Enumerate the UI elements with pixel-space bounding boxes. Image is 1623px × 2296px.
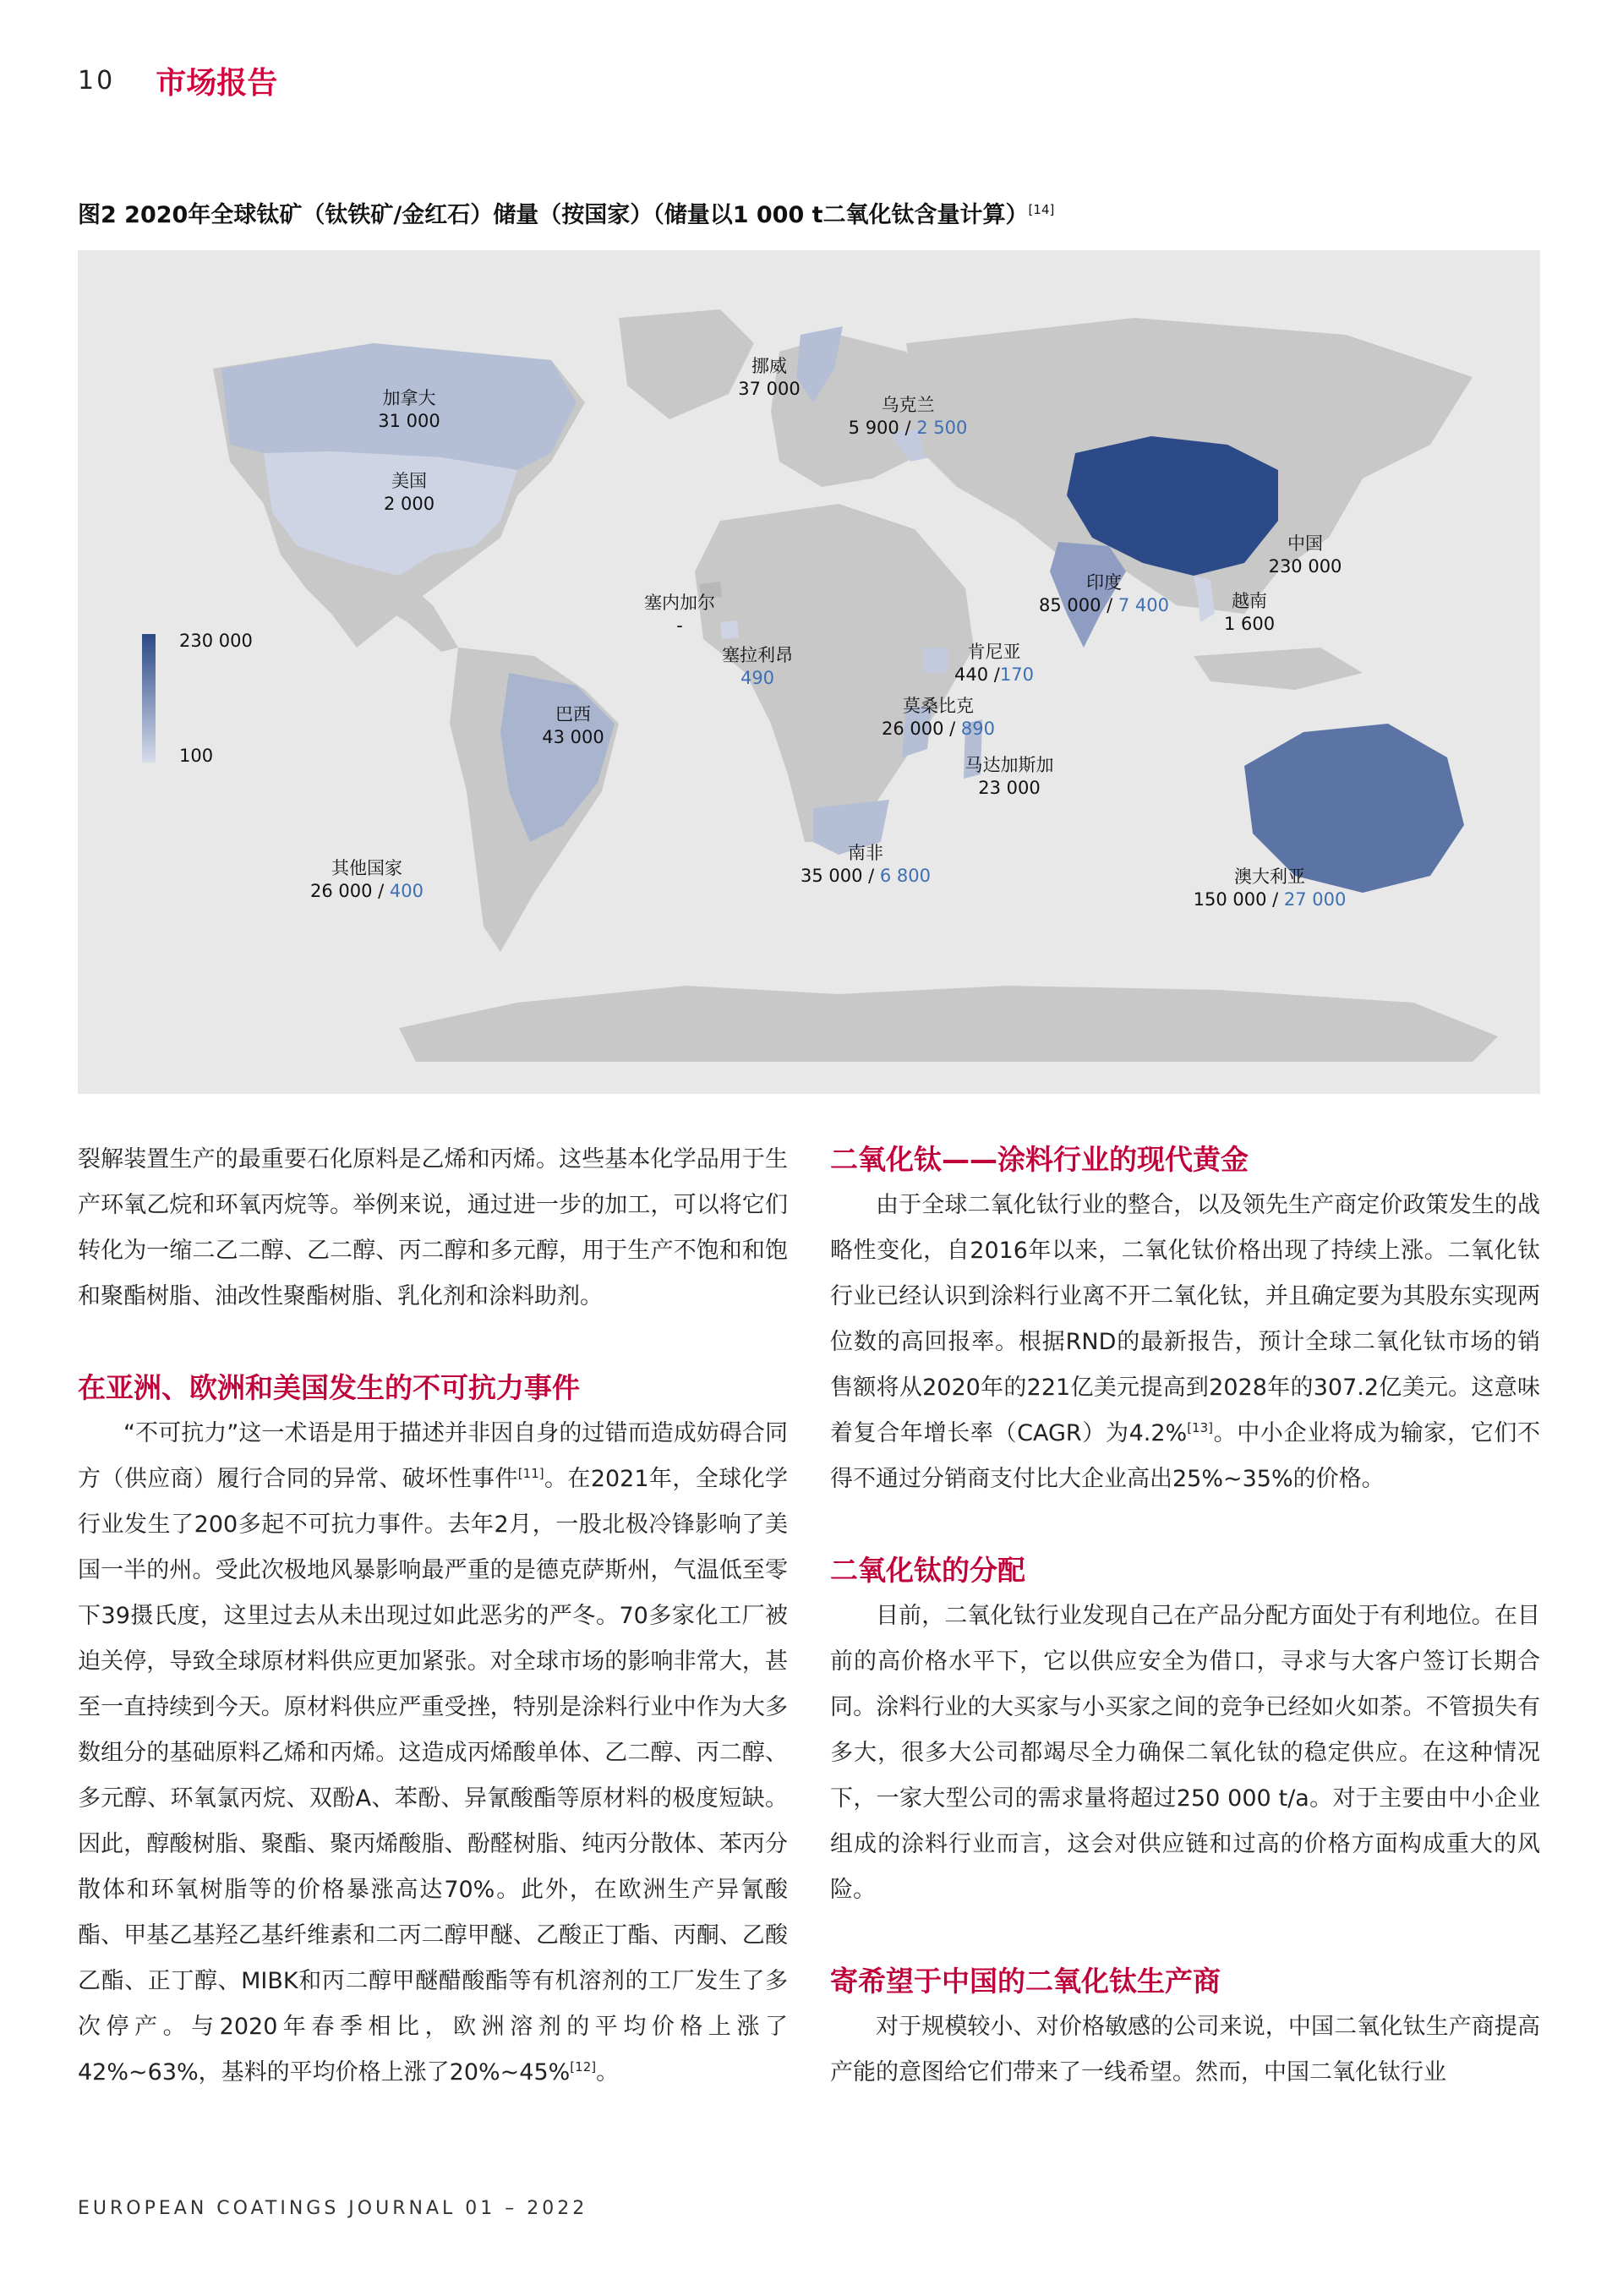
label-brazil-value: 43 000 [542, 727, 604, 747]
right-column [830, 1137, 1540, 2096]
label-vietnam-value: 1 600 [1223, 614, 1276, 634]
label-mozambique-value2: 890 [960, 719, 996, 739]
label-india-value: 85 000 / [1038, 595, 1113, 615]
fm-text-a: “不可抗力”这一术语是用于描述并非因自身的过错而造成妨碍合同方（供应商）履行合同的异常、破坏性事件 [78, 1420, 788, 1492]
label-kenya-value: 440 / [954, 664, 1000, 685]
tio2-distribution-paragraph: 目前，二氧化钛行业发现自己在产品分配方面处于有利地位。在目前的高价格水平下，它以供应安全为借口，寻求与大客户签订长期合同。涂料行业的大买家与小买家之间的竞争已经如火如荼。不管损失有多大，很多大公司都竭尽全力确保二氧化钛的稳定供应。在这种情况下，一家大型公司的需求量将超过250 000 t/a。对于主要由中小企业组成的涂料行业而言，这会对供应链和过高的价格方面构成重大的风险。 [830, 1603, 1540, 1903]
label-madagascar-name: 马达加斯加 [965, 755, 1054, 775]
label-usa-name: 美国 [391, 471, 427, 491]
gold-text-a: 由于全球二氧化钛行业的整合，以及领先生产商定价政策发生的战略性变化，自2016年以来，二氧化钛价格出现了持续上涨。二氧化钛行业已经认识到涂料行业离不开二氧化钛，并且确定要为其股东实现两位数的高回报率。根据RND的最新报告，预计全球二氧化钛市场的销售额将从2020年的221亿美元提高到2028年的307.2亿美元。这意味着复合年增长率（CAGR）为4.2% [830, 1192, 1540, 1446]
sierra-leone-shape [720, 620, 739, 639]
label-senegal [644, 592, 715, 637]
label-vietnam-name: 越南 [1232, 591, 1267, 611]
label-senegal-value: - [676, 615, 683, 636]
label-ukraine-value2: 2 500 [916, 418, 968, 438]
label-brazil [542, 703, 604, 749]
label-kenya-name: 肯尼亚 [967, 642, 1021, 662]
label-ukraine-name: 乌克兰 [881, 395, 935, 415]
label-senegal-name: 塞内加尔 [644, 593, 715, 613]
world-map [78, 250, 1540, 1094]
label-mozambique-value: 26 000 / [881, 719, 956, 739]
force-majeure-heading: 在亚洲、欧洲和美国发生的不可抗力事件 [78, 1371, 580, 1404]
label-canada [378, 387, 440, 433]
label-india-name: 印度 [1085, 572, 1122, 593]
label-others-name: 其他国家 [331, 858, 402, 878]
figure-caption [78, 196, 1054, 229]
legend-min-label: 100 [179, 746, 214, 766]
figure-caption-text: 图2 2020年全球钛矿（钛铁矿/金红石）储量（按国家）（储量以1 000 t二氧化钛含量计算） [78, 202, 1029, 228]
label-canada-value: 31 000 [378, 411, 440, 431]
label-south-africa [801, 842, 931, 888]
label-south-africa-value: 35 000 / [800, 866, 875, 886]
china-producers-paragraph: 对于规模较小、对价格敏感的公司来说，中国二氧化钛生产商提高产能的意图给它们带来了一线希望。然而，中国二氧化钛行业 [830, 2014, 1540, 2086]
label-norway-value: 37 000 [738, 379, 801, 399]
tio2-distribution-heading: 二氧化钛的分配 [830, 1554, 1025, 1587]
kenya-shape [923, 648, 948, 673]
gold-ref-13: [13] [1187, 1420, 1213, 1435]
label-canada-name: 加拿大 [382, 388, 436, 408]
label-sierra-leone-value2: 490 [740, 668, 775, 688]
left-column [78, 1137, 788, 2096]
label-india-value2: 7 400 [1118, 595, 1170, 615]
fm-ref-12: [12] [570, 2059, 597, 2075]
figure-caption-ref: [14] [1028, 202, 1055, 217]
footer-journal: EUROPEAN COATINGS JOURNAL 01 – 2022 [78, 2198, 588, 2219]
greenland-shape [619, 309, 754, 419]
fm-text-b: 。在2021年，全球化学行业发生了200多起不可抗力事件。去年2月，一股北极冷锋影响了美国一半的州。受此次极地风暴影响最严重的是德克萨斯州，气温低至零下39摄氏度，这里过去从未出现过如此恶劣的严冬。70多家化工厂被迫关停，导致全球原材料供应更加紧张。对全球市场的影响非常大，甚至一直持续到今天。原材料供应严重受挫，特别是涂料行业中作为大多数组分的基础原料乙烯和丙烯。这造成丙烯酸单体、乙二醇、丙二醇、多元醇、环氧氯丙烷、双酚A、苯酚、异氰酸酯等原材料的极度短缺。因此，醇酸树脂、聚酯、聚丙烯酸脂、酚醛树脂、纯丙分散体、苯丙分散体和环氧树脂等的价格暴涨高达70%。此外，在欧洲生产异氰酸酯、甲基乙基羟乙基纤维素和二丙二醇甲醚、乙酸正丁酯、丙酮、乙酸乙酯、正丁醇、MIBK和丙二醇甲醚醋酸酯等有机溶剂的工厂发生了多次停产。与2020年春季相比，欧洲溶剂的平均价格上涨了42%~63%，基料的平均价格上涨了20%~45% [78, 1466, 788, 2086]
label-kenya [954, 641, 1034, 686]
label-china [1269, 533, 1342, 578]
world-map-svg [78, 250, 1540, 1094]
indonesia-shape [1194, 648, 1363, 690]
label-mozambique-name: 莫桑比克 [902, 696, 974, 716]
label-south-africa-name: 南非 [847, 843, 883, 863]
label-usa [384, 470, 434, 516]
label-mozambique [882, 695, 995, 741]
label-australia-name: 澳大利亚 [1233, 866, 1305, 887]
label-australia-value2: 27 000 [1283, 889, 1347, 910]
section-title: 市场报告 [156, 65, 278, 101]
page-header [78, 59, 277, 101]
china-producers-heading: 寄希望于中国的二氧化钛生产商 [830, 1965, 1221, 1998]
label-usa-value: 2 000 [383, 494, 435, 514]
legend-gradient-bar [142, 634, 156, 763]
label-australia-value: 150 000 / [1193, 889, 1279, 910]
label-ukraine [849, 394, 968, 440]
gold-text-b: 。中小企业将成为输家，它们不得不通过分销商支付比大企业高出25%~35%的价格。 [830, 1420, 1541, 1492]
label-brazil-name: 巴西 [555, 704, 591, 724]
legend-max-label: 230 000 [179, 631, 253, 651]
force-majeure-paragraph [78, 1411, 788, 2096]
page-number: 10 [78, 65, 116, 96]
label-madagascar-value: 23 000 [978, 778, 1041, 798]
label-south-africa-value2: 6 800 [879, 866, 932, 886]
intro-paragraph: 裂解装置生产的最重要石化原料是乙烯和丙烯。这些基本化学品用于生产环氧乙烷和环氧丙烷等。举例来说，通过进一步的加工，可以将它们转化为一缩二乙二醇、乙二醇、丙二醇和多元醇，用于生产不饱和和饱和聚酯树脂、油改性聚酯树脂、乳化剂和涂料助剂。 [78, 1146, 788, 1309]
label-china-value: 230 000 [1268, 556, 1342, 577]
fm-text-c: 。 [596, 2059, 620, 2086]
label-australia [1194, 866, 1347, 911]
label-norway [738, 355, 800, 401]
label-kenya-value2: 170 [999, 664, 1034, 685]
label-madagascar [965, 754, 1054, 800]
label-others-value2: 400 [389, 881, 424, 901]
label-sierra-leone [722, 644, 793, 690]
label-ukraine-value: 5 900 / [848, 418, 911, 438]
antarctica-shape [399, 986, 1498, 1062]
fm-ref-11: [11] [517, 1466, 544, 1481]
tio2-gold-paragraph [830, 1183, 1540, 1502]
tio2-gold-heading: 二氧化钛——涂料行业的现代黄金 [830, 1143, 1249, 1176]
label-china-name: 中国 [1287, 533, 1323, 554]
label-india [1039, 571, 1169, 617]
label-norway-name: 挪威 [751, 356, 787, 376]
label-others-value: 26 000 / [309, 881, 385, 901]
label-sierra-leone-name: 塞拉利昂 [722, 645, 793, 665]
label-vietnam [1224, 590, 1275, 636]
label-others [310, 857, 424, 903]
